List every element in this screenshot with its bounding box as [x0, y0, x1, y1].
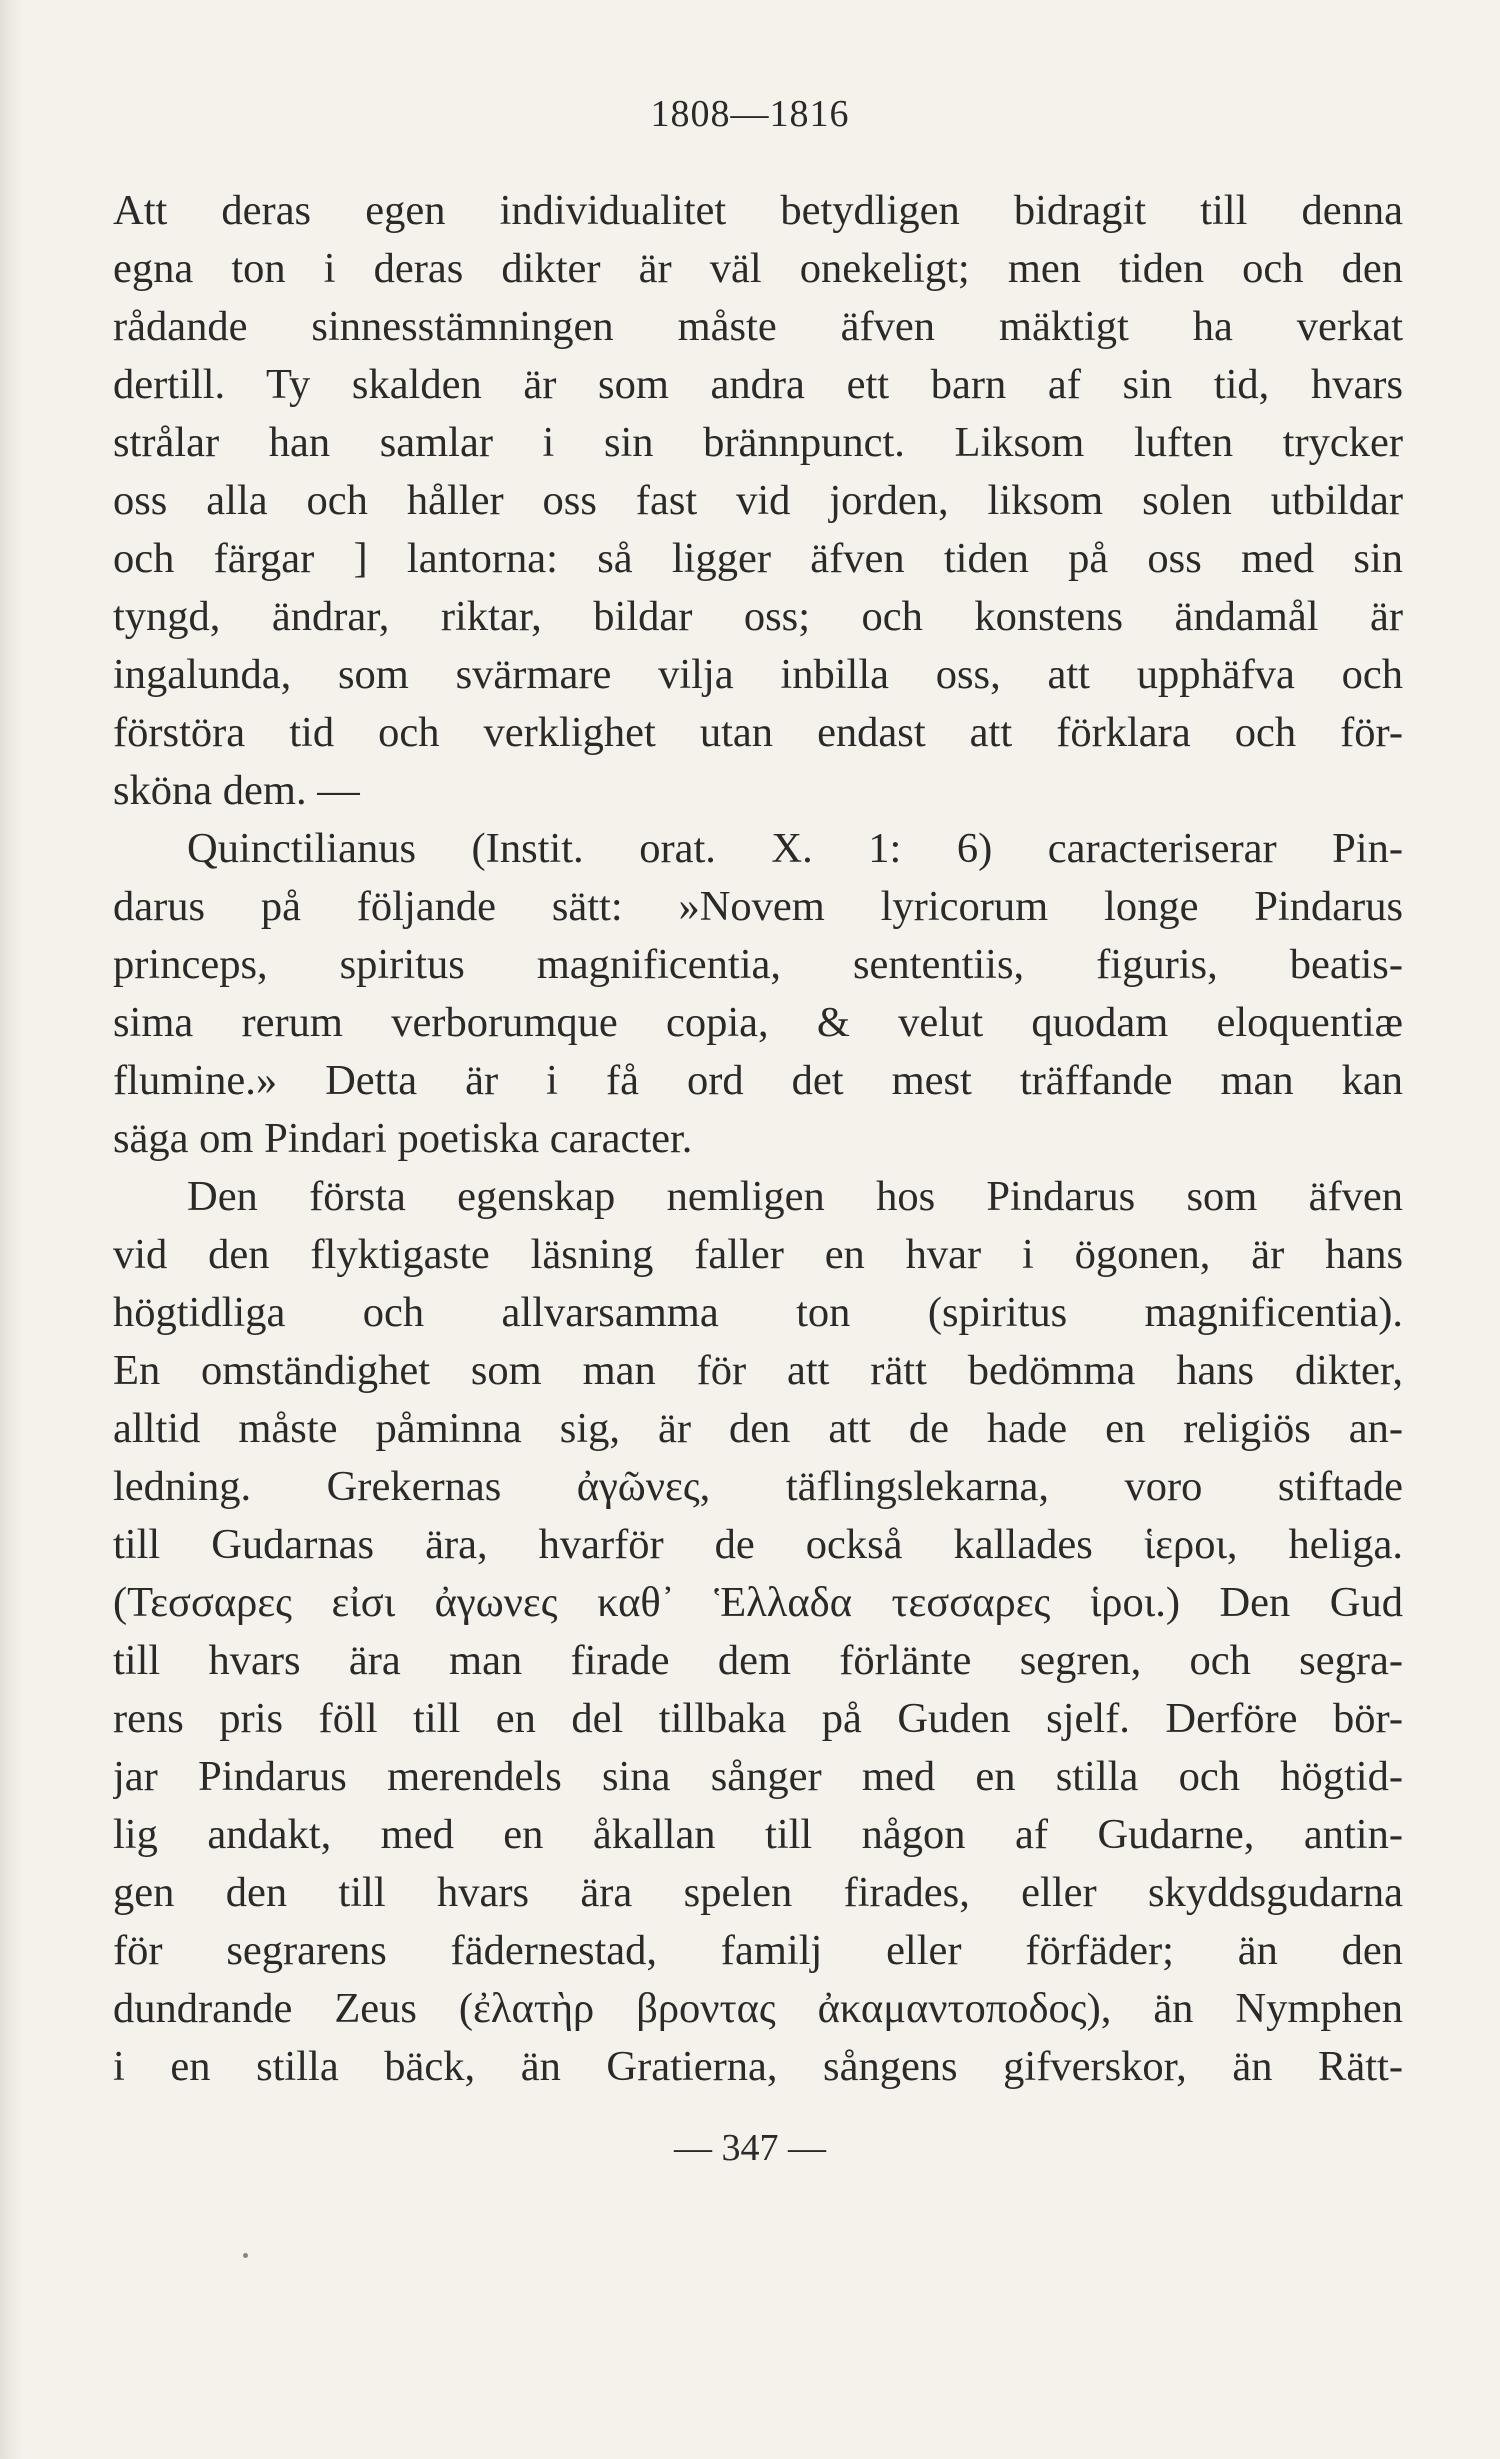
text-line: i en stilla bäck, än Gratierna, sångens gifverskor, än Rätt-: [113, 2043, 1403, 2090]
text-line: dertill. Ty skalden är som andra ett barn af sin tid, hvars: [113, 361, 1403, 408]
text-line: darus på följande sätt: »Novem lyricorum longe Pindarus: [113, 883, 1403, 930]
text-line: säga om Pindari poetiska caracter.: [113, 1115, 693, 1162]
text-line: förstöra tid och verklighet utan endast att förklara och för-: [113, 709, 1403, 756]
text-line: till Gudarnas ära, hvarför de också kallades ἱεροι, heliga.: [113, 1521, 1403, 1568]
text-line: En omständighet som man för att rätt bedömma hans dikter,: [113, 1347, 1403, 1394]
text-line: Att deras egen individualitet betydligen bidragit till denna: [113, 187, 1403, 234]
text-line: (Τεσσαρες εἰσι ἀγωνες καθ᾽ Ἑλλαδα τεσσαρες ἱροι.) Den Gud: [113, 1579, 1403, 1626]
text-line: Quinctilianus (Instit. orat. X. 1: 6) caracteriserar Pin-: [187, 825, 1403, 872]
text-line: egna ton i deras dikter är väl onekeligt; men tiden och den: [113, 245, 1403, 292]
text-line: för segrarens fädernestad, familj eller förfäder; än den: [113, 1927, 1403, 1974]
page-edge-shadow: [0, 0, 22, 2459]
text-line: sima rerum verborumque copia, & velut quodam eloquentiæ: [113, 999, 1403, 1046]
text-line: strålar han samlar i sin brännpunct. Liksom luften trycker: [113, 419, 1403, 466]
text-line: oss alla och håller oss fast vid jorden, liksom solen utbildar: [113, 477, 1403, 524]
text-line: princeps, spiritus magnificentia, sententiis, figuris, beatis-: [113, 941, 1403, 988]
text-line: tyngd, ändrar, riktar, bildar oss; och konstens ändamål är: [113, 593, 1403, 640]
text-line: högtidliga och allvarsamma ton (spiritus magnificentia).: [113, 1289, 1403, 1336]
text-line: ingalunda, som svärmare vilja inbilla oss, att upphäfva och: [113, 651, 1403, 698]
text-line: lig andakt, med en åkallan till någon af Gudarne, antin-: [113, 1811, 1403, 1858]
text-line: dundrande Zeus (ἐλατὴρ βροντας ἀκαμαντοποδος), än Nymphen: [113, 1985, 1403, 2032]
text-line: gen den till hvars ära spelen firades, eller skyddsgudarna: [113, 1869, 1403, 1916]
text-line: rådande sinnesstämningen måste äfven mäktigt ha verkat: [113, 303, 1403, 350]
text-line: vid den flyktigaste läsning faller en hvar i ögonen, är hans: [113, 1231, 1403, 1278]
paper-speck: [243, 2253, 248, 2258]
text-line: till hvars ära man firade dem förlänte segren, och segra-: [113, 1637, 1403, 1684]
text-line: Den första egenskap nemligen hos Pindarus som äfven: [187, 1173, 1403, 1220]
body-text: [113, 182, 1403, 2096]
text-line: ledning. Grekernas ἀγῶνες, täflingslekarna, voro stiftade: [113, 1463, 1403, 1510]
text-line: och färgar ] lantorna: så ligger äfven tiden på oss med sin: [113, 535, 1403, 582]
text-line: rens pris föll till en del tillbaka på Guden sjelf. Derföre bör-: [113, 1695, 1403, 1742]
text-line: alltid måste påminna sig, är den att de hade en religiös an-: [113, 1405, 1403, 1452]
text-line: flumine.» Detta är i få ord det mest träffande man kan: [113, 1057, 1403, 1104]
text-line: sköna dem. —: [113, 767, 360, 814]
running-head: 1808—1816: [650, 93, 850, 135]
page-number: — 347 —: [674, 2127, 826, 2169]
text-line: jar Pindarus merendels sina sånger med en stilla och högtid-: [113, 1753, 1403, 1800]
